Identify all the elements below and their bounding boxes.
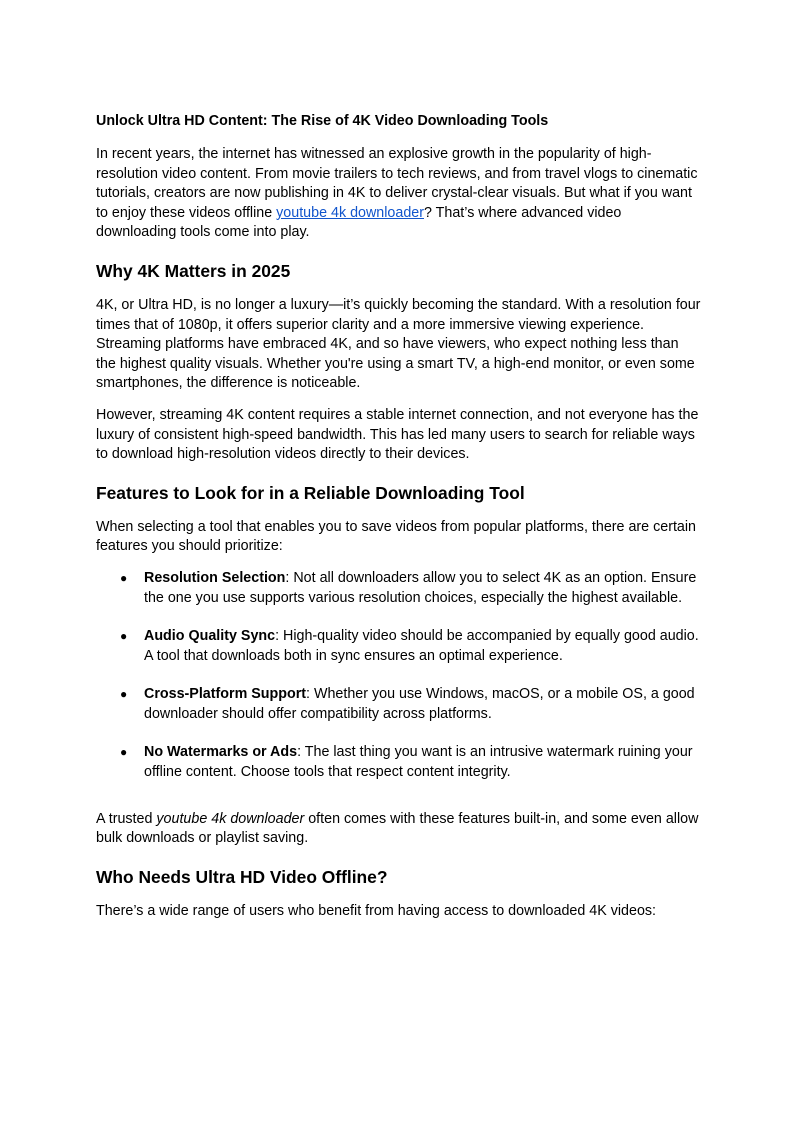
closing-text-after: often comes with these features built-in, and some even allow bulk downloads or playlist saving. xyxy=(96,810,699,847)
list-item-text: : High-quality video should be accompanied by equally good audio. A tool that downloads both in sync ensures an optimal experience. xyxy=(144,628,699,664)
youtube-4k-downloader-link[interactable]: youtube 4k downloader xyxy=(276,204,424,221)
list-item-bold-label: Resolution Selection xyxy=(144,569,286,586)
list-item xyxy=(120,569,702,608)
bullet-icon: ● xyxy=(120,629,128,644)
why-4k-paragraph-2: However, streaming 4K content requires a stable internet connection, and not everyone has the luxury of consistent high-speed bandwidth. This has led many users to search for reliable ways to download high-resolution videos directly to their devices. xyxy=(96,406,699,463)
section-heading-why-4k: Why 4K Matters in 2025 xyxy=(96,260,291,281)
section-heading-features: Features to Look for in a Reliable Downloading Tool xyxy=(96,482,525,503)
list-item-bold-label: Audio Quality Sync xyxy=(144,628,276,645)
spacer xyxy=(96,802,702,810)
list-item-text: : Whether you use Windows, macOS, or a mobile OS, a good downloader should offer compatibility across platforms. xyxy=(144,686,695,722)
why-4k-paragraph-1: 4K, or Ultra HD, is no longer a luxury—it’s quickly becoming the standard. With a resolution four times that of 1080p, it offers superior clarity and a more immersive viewing experience. Streaming platforms have embraced 4K, and so have viewers, who expect nothing less than the highest quality visuals. Whether you're using a smart TV, a high-end monitor, or even some smartphones, the difference is noticeable. xyxy=(96,296,701,392)
who-needs-paragraph: There’s a wide range of users who benefit from having access to downloaded 4K videos: xyxy=(96,902,657,919)
document-page xyxy=(96,110,702,933)
closing-italic-term: youtube 4k downloader xyxy=(156,810,305,827)
list-item-bold-label: No Watermarks or Ads xyxy=(144,744,298,761)
list-item-bold-label: Cross-Platform Support xyxy=(144,686,307,703)
features-list xyxy=(96,569,702,783)
list-item-text: : Not all downloaders allow you to select 4K as an option. Ensure the one you use supports various resolution choices, especially the highest available. xyxy=(144,569,697,606)
list-item xyxy=(120,743,702,782)
bullet-icon: ● xyxy=(120,745,128,760)
closing-text-before: A trusted xyxy=(96,810,157,827)
features-closing-paragraph xyxy=(96,810,702,849)
features-intro-paragraph: When selecting a tool that enables you to save videos from popular platforms, there are certain features you should prioritize: xyxy=(96,518,697,555)
bullet-icon: ● xyxy=(120,687,128,702)
list-item xyxy=(120,685,702,724)
intro-text-after-link: ? That’s where advanced video downloading tools come into play. xyxy=(96,204,622,241)
list-item-text: : The last thing you want is an intrusive watermark ruining your offline content. Choose tools that respect content integrity. xyxy=(144,744,693,781)
document-title: Unlock Ultra HD Content: The Rise of 4K Video Downloading Tools xyxy=(96,113,549,129)
list-item xyxy=(120,627,702,666)
intro-paragraph xyxy=(96,145,702,243)
section-heading-who-needs: Who Needs Ultra HD Video Offline? xyxy=(96,866,388,887)
bullet-icon: ● xyxy=(120,570,128,585)
intro-text-before-link: In recent years, the internet has witnessed an explosive growth in the popularity of high-resolution video content. From movie trailers to tech reviews, and from travel vlogs to cinematic tutorials, creators are now publishing in 4K to deliver crystal-clear visuals. But what if you want to enjoy these videos offline xyxy=(96,146,698,221)
